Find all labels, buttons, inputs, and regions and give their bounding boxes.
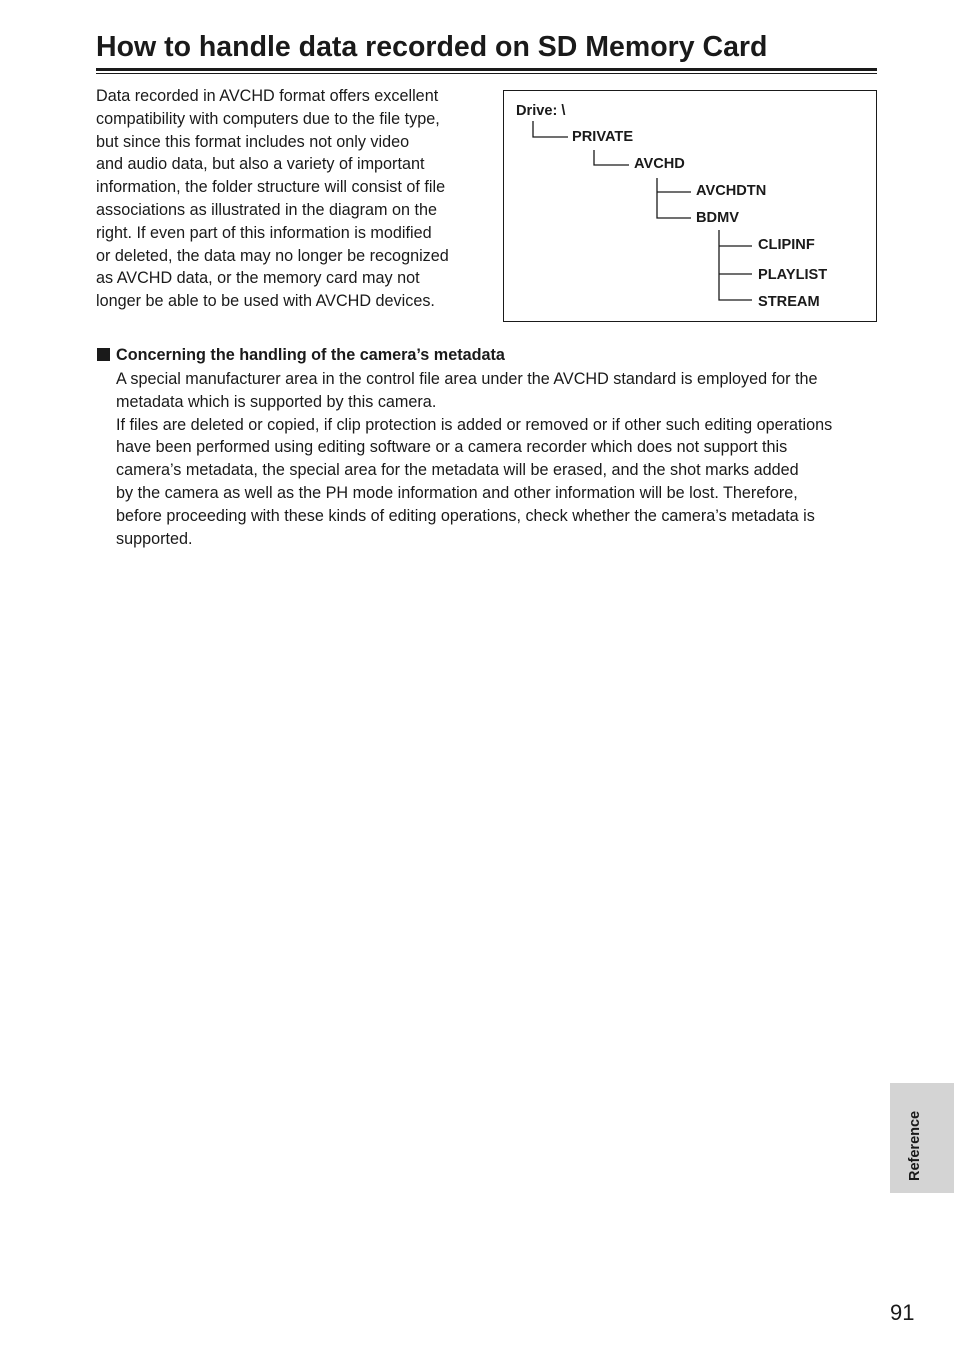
metadata-section-body: [116, 368, 886, 550]
metadata-heading-text: Concerning the handling of the camera’s metadata: [116, 346, 505, 364]
intro-line: longer be able to be used with AVCHD devices.: [96, 292, 435, 311]
tree-node-private: PRIVATE: [572, 129, 634, 145]
page-number: 91: [890, 1300, 915, 1325]
tree-node-playlist: PLAYLIST: [758, 267, 828, 283]
body-line: have been performed using editing software or a camera recorder which does not support this: [116, 438, 788, 457]
tree-node-avchd: AVCHD: [634, 156, 685, 172]
reference-tab-label: Reference: [907, 1110, 923, 1181]
body-line: If files are deleted or copied, if clip protection is added or removed or if other such editing operations: [116, 415, 833, 434]
intro-line: or deleted, the data may no longer be recognized: [96, 246, 449, 265]
title-underline-thick: [96, 68, 877, 71]
tree-node-drive: Drive: \: [516, 103, 566, 119]
connector-avchd: [594, 150, 629, 165]
body-line: by the camera as well as the PH mode information and other information will be lost. Therefore,: [116, 483, 798, 502]
body-line: supported.: [116, 529, 193, 548]
body-line: camera’s metadata, the special area for the metadata will be erased, and the shot marks added: [116, 461, 799, 480]
intro-line: associations as illustrated in the diagram on the: [96, 200, 438, 219]
body-line: metadata which is supported by this camera.: [116, 392, 437, 411]
folder-structure-diagram: [503, 90, 877, 322]
page-title: How to handle data recorded on SD Memory Card: [96, 31, 768, 63]
connector-stream: [719, 230, 752, 300]
tree-node-avchdtn: AVCHDTN: [696, 183, 767, 199]
intro-line: information, the folder structure will consist of file: [96, 178, 446, 197]
intro-line: right. If even part of this information is modified: [96, 223, 432, 242]
tree-node-bdmv: BDMV: [696, 210, 739, 226]
intro-line: but since this format includes not only video: [96, 132, 410, 151]
intro-line: Data recorded in AVCHD format offers excellent: [96, 87, 439, 105]
body-line: A special manufacturer area in the control file area under the AVCHD standard is employed for the: [116, 370, 818, 388]
body-line: before proceeding with these kinds of editing operations, check whether the camera’s metadata is: [116, 506, 815, 525]
tree-node-stream: STREAM: [758, 294, 820, 310]
connector-bdmv: [657, 178, 691, 218]
square-bullet-icon: [97, 348, 110, 361]
folder-tree-connectors: [504, 91, 876, 321]
title-underline-thin: [96, 73, 877, 74]
metadata-section-heading: [97, 346, 505, 365]
tree-node-clipinf: CLIPINF: [758, 237, 815, 253]
intro-line: and audio data, but also a variety of important: [96, 155, 425, 174]
intro-line: compatibility with computers due to the file type,: [96, 109, 440, 128]
intro-line: as AVCHD data, or the memory card may not: [96, 269, 420, 288]
intro-paragraph: [96, 85, 488, 313]
connector-private: [533, 121, 568, 137]
